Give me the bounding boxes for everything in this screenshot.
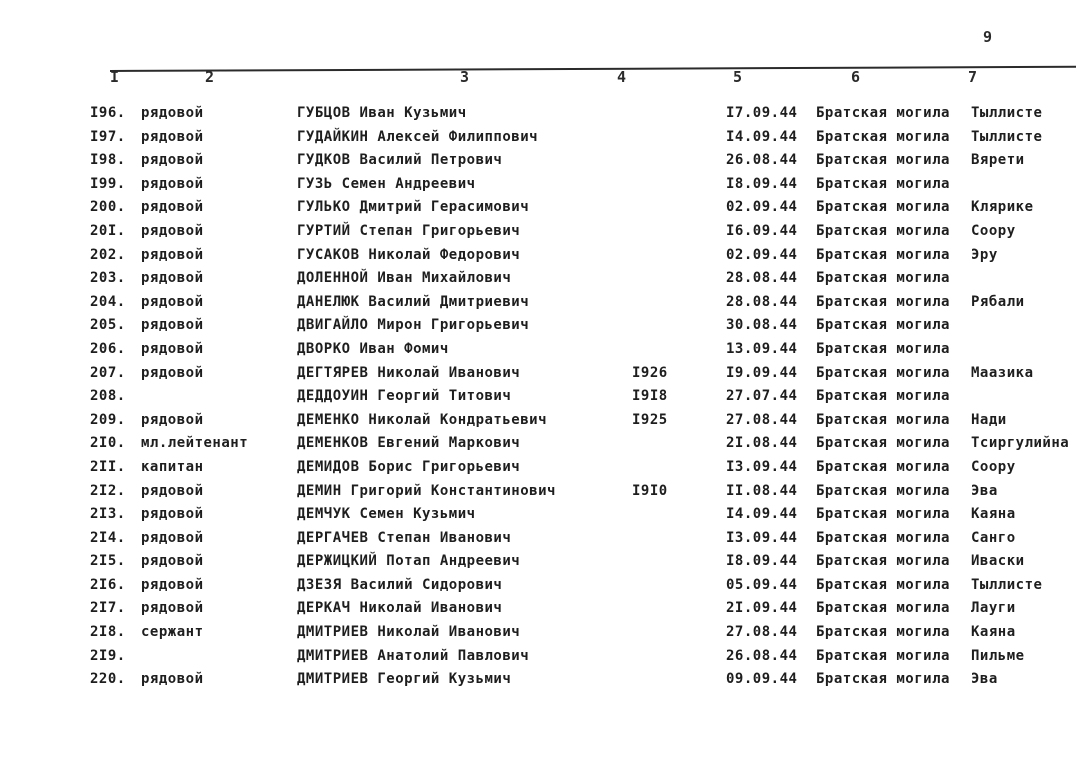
death-date: I3.09.44: [726, 529, 798, 546]
death-date: 26.08.44: [726, 647, 798, 664]
full-name: ДВОРКО Иван Фомич: [297, 340, 449, 357]
list-item: [0, 292, 1083, 316]
entry-number: I98.: [90, 152, 126, 169]
burial-place: Тыллисте: [971, 105, 1043, 121]
burial-type: Братская могила: [816, 270, 950, 287]
burial-type: Братская могила: [816, 317, 950, 334]
column-header-1: I: [110, 68, 120, 86]
military-rank: рядовой: [141, 364, 204, 381]
military-rank: рядовой: [141, 199, 204, 216]
burial-place: Эва: [971, 482, 998, 499]
page-number: 9: [983, 28, 993, 46]
death-date: 2I.09.44: [726, 600, 798, 617]
list-item: [0, 339, 1083, 363]
burial-type: Братская могила: [816, 340, 950, 357]
burial-place: Каяна: [971, 624, 1016, 641]
burial-type: Братская могила: [816, 411, 950, 428]
column-header-6: 6: [851, 68, 861, 86]
death-date: 26.08.44: [726, 152, 798, 169]
list-item: [0, 103, 1083, 127]
list-item: [0, 528, 1083, 552]
full-name: ДМИТРИЕВ Георгий Кузьмич: [297, 671, 512, 688]
entry-number: 2I6.: [90, 576, 126, 593]
full-name: ДЕМИДОВ Борис Григорьевич: [297, 458, 521, 475]
military-rank: рядовой: [141, 553, 204, 570]
burial-type: Братская могила: [816, 128, 950, 145]
burial-place: Иваски: [971, 553, 1025, 570]
full-name: ДМИТРИЕВ Николай Иванович: [297, 624, 521, 641]
full-name: ДЕМЕНКОВ Евгений Маркович: [297, 435, 521, 452]
burial-type: Братская могила: [816, 435, 950, 452]
burial-place: Соору: [971, 222, 1016, 239]
birth-year: I925: [632, 411, 668, 428]
list-item: [0, 575, 1083, 599]
military-rank: мл.лейтенант: [141, 435, 249, 452]
burial-type: Братская могила: [816, 175, 950, 192]
military-rank: рядовой: [141, 671, 204, 688]
entry-number: I96.: [90, 105, 126, 121]
burial-place: Клярике: [971, 199, 1034, 216]
list-item: [0, 221, 1083, 245]
burial-place: Тыллисте: [971, 128, 1043, 145]
list-item: [0, 386, 1083, 410]
burial-type: Братская могила: [816, 482, 950, 499]
military-rank: рядовой: [141, 576, 204, 593]
death-date: I7.09.44: [726, 105, 798, 121]
death-date: 27.08.44: [726, 624, 798, 641]
full-name: ДЕРГАЧЕВ Степан Иванович: [297, 529, 512, 546]
list-item: [0, 410, 1083, 434]
military-rank: рядовой: [141, 411, 204, 428]
death-date: 27.07.44: [726, 388, 798, 405]
full-name: ГУДАЙКИН Алексей Филиппович: [297, 128, 539, 145]
military-rank: рядовой: [141, 128, 204, 145]
burial-place: Маазика: [971, 364, 1034, 381]
burial-type: Братская могила: [816, 576, 950, 593]
list-item: [0, 174, 1083, 198]
burial-type: Братская могила: [816, 246, 950, 263]
burial-type: Братская могила: [816, 529, 950, 546]
military-rank: рядовой: [141, 340, 204, 357]
military-rank: рядовой: [141, 506, 204, 523]
death-date: I4.09.44: [726, 506, 798, 523]
list-item: [0, 433, 1083, 457]
entry-number: 2I5.: [90, 553, 126, 570]
full-name: ДВИГАЙЛО Мирон Григорьевич: [297, 317, 530, 334]
burial-place: Рябали: [971, 293, 1025, 310]
burial-type: Братская могила: [816, 600, 950, 617]
entry-number: 2I9.: [90, 647, 126, 664]
burial-place: Лауги: [971, 600, 1016, 617]
burial-place: Санго: [971, 529, 1016, 546]
burial-place: Соору: [971, 458, 1016, 475]
burial-place: Нади: [971, 411, 1007, 428]
entry-number: 2I0.: [90, 435, 126, 452]
entry-number: 204.: [90, 293, 126, 310]
birth-year: I926: [632, 364, 668, 381]
entry-number: 220.: [90, 671, 126, 688]
full-name: ГУСАКОВ Николай Федорович: [297, 246, 521, 263]
column-header-2: 2: [205, 68, 215, 86]
column-header-7: 7: [968, 68, 978, 86]
list-item: [0, 150, 1083, 174]
full-name: ДЕМИН Григорий Константинович: [297, 482, 556, 499]
column-header-row: [0, 64, 1083, 88]
entry-number: 2I4.: [90, 529, 126, 546]
list-item: [0, 268, 1083, 292]
military-rank: рядовой: [141, 293, 204, 310]
list-item: [0, 363, 1083, 387]
burial-place: Эру: [971, 246, 998, 263]
full-name: ДЕГТЯРЕВ Николай Иванович: [297, 364, 521, 381]
list-item: [0, 646, 1083, 670]
entry-number: 203.: [90, 270, 126, 287]
full-name: ДЕМЧУК Семен Кузьмич: [297, 506, 476, 523]
entry-number: 2II.: [90, 458, 126, 475]
death-date: I8.09.44: [726, 553, 798, 570]
military-rank: рядовой: [141, 600, 204, 617]
list-item: [0, 315, 1083, 339]
list-item: [0, 504, 1083, 528]
military-rank: рядовой: [141, 482, 204, 499]
burial-place: Каяна: [971, 506, 1016, 523]
column-header-5: 5: [733, 68, 743, 86]
list-item: [0, 622, 1083, 646]
burial-place: Вярети: [971, 152, 1025, 169]
entry-number: I99.: [90, 175, 126, 192]
full-name: ГУБЦОВ Иван Кузьмич: [297, 105, 467, 121]
full-name: ДЕМЕНКО Николай Кондратьевич: [297, 411, 548, 428]
list-item: [0, 127, 1083, 151]
list-item: [0, 598, 1083, 622]
list-item: [0, 669, 1083, 693]
birth-year: I9I0: [632, 482, 668, 499]
burial-type: Братская могила: [816, 458, 950, 475]
burial-type: Братская могила: [816, 152, 950, 169]
burial-type: Братская могила: [816, 364, 950, 381]
list-item: [0, 197, 1083, 221]
burial-place: Эва: [971, 671, 998, 688]
list-item: [0, 457, 1083, 481]
death-date: I6.09.44: [726, 222, 798, 239]
death-date: 2I.08.44: [726, 435, 798, 452]
full-name: ДОЛЕННОЙ Иван Михайлович: [297, 270, 512, 287]
death-date: 05.09.44: [726, 576, 798, 593]
full-name: ГУДКОВ Василий Петрович: [297, 152, 503, 169]
full-name: ДАНЕЛЮК Василий Дмитриевич: [297, 293, 530, 310]
burial-type: Братская могила: [816, 553, 950, 570]
burial-type: Братская могила: [816, 222, 950, 239]
full-name: ГУРТИЙ Степан Григорьевич: [297, 222, 521, 239]
military-rank: рядовой: [141, 529, 204, 546]
burial-place: Тыллисте: [971, 576, 1043, 593]
full-name: ДЗЕЗЯ Василий Сидорович: [297, 576, 503, 593]
death-date: II.08.44: [726, 482, 798, 499]
death-date: 13.09.44: [726, 340, 798, 357]
death-date: I8.09.44: [726, 175, 798, 192]
death-date: I9.09.44: [726, 364, 798, 381]
military-rank: рядовой: [141, 175, 204, 192]
military-rank: рядовой: [141, 152, 204, 169]
list-item: [0, 551, 1083, 575]
column-header-3: 3: [460, 68, 470, 86]
burial-type: Братская могила: [816, 671, 950, 688]
full-name: ГУЛЬКО Дмитрий Герасимович: [297, 199, 530, 216]
entry-number: 20I.: [90, 222, 126, 239]
burial-type: Братская могила: [816, 506, 950, 523]
burial-place: Пильме: [971, 647, 1025, 664]
death-date: 30.08.44: [726, 317, 798, 334]
military-rank: рядовой: [141, 317, 204, 334]
burial-type: Братская могила: [816, 293, 950, 310]
entry-number: 200.: [90, 199, 126, 216]
military-rank: капитан: [141, 458, 204, 475]
full-name: ДЕДДОУИН Георгий Титович: [297, 388, 512, 405]
military-rank: рядовой: [141, 105, 204, 121]
death-date: 02.09.44: [726, 199, 798, 216]
burial-list: [0, 103, 1083, 693]
entry-number: 2I7.: [90, 600, 126, 617]
military-rank: сержант: [141, 624, 204, 641]
entry-number: 206.: [90, 340, 126, 357]
entry-number: 207.: [90, 364, 126, 381]
full-name: ДЕРКАЧ Николай Иванович: [297, 600, 503, 617]
burial-type: Братская могила: [816, 388, 950, 405]
birth-year: I9I8: [632, 388, 668, 405]
entry-number: 2I8.: [90, 624, 126, 641]
burial-place: Тсиргулийна: [971, 435, 1070, 452]
entry-number: 209.: [90, 411, 126, 428]
entry-number: 2I3.: [90, 506, 126, 523]
military-rank: рядовой: [141, 222, 204, 239]
death-date: I3.09.44: [726, 458, 798, 475]
burial-type: Братская могила: [816, 199, 950, 216]
entry-number: 208.: [90, 388, 126, 405]
list-item: [0, 481, 1083, 505]
column-header-4: 4: [617, 68, 627, 86]
death-date: I4.09.44: [726, 128, 798, 145]
burial-type: Братская могила: [816, 647, 950, 664]
list-item: [0, 245, 1083, 269]
death-date: 02.09.44: [726, 246, 798, 263]
entry-number: 2I2.: [90, 482, 126, 499]
death-date: 09.09.44: [726, 671, 798, 688]
burial-type: Братская могила: [816, 105, 950, 121]
death-date: 27.08.44: [726, 411, 798, 428]
death-date: 28.08.44: [726, 293, 798, 310]
entry-number: 202.: [90, 246, 126, 263]
military-rank: рядовой: [141, 270, 204, 287]
full-name: ДМИТРИЕВ Анатолий Павлович: [297, 647, 530, 664]
full-name: ГУЗЬ Семен Андреевич: [297, 175, 476, 192]
military-rank: рядовой: [141, 246, 204, 263]
death-date: 28.08.44: [726, 270, 798, 287]
burial-type: Братская могила: [816, 624, 950, 641]
full-name: ДЕРЖИЦКИЙ Потап Андреевич: [297, 553, 521, 570]
entry-number: 205.: [90, 317, 126, 334]
entry-number: I97.: [90, 128, 126, 145]
